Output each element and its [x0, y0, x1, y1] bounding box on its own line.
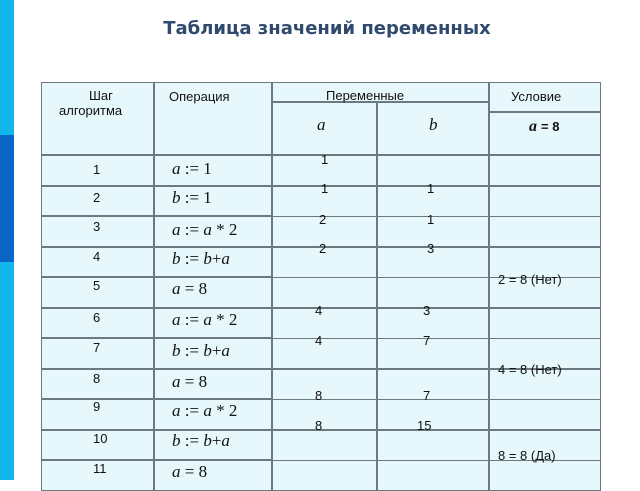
- step-number: 11: [93, 461, 107, 476]
- operation-symbol: +: [211, 249, 222, 268]
- a-value: 1: [321, 181, 329, 196]
- b-value: 1: [427, 212, 435, 227]
- operation-variable: a: [172, 159, 181, 178]
- a-value: 2: [319, 212, 327, 227]
- operation-variable: b: [203, 341, 212, 360]
- condition-result: 8 = 8 (Да): [498, 448, 556, 463]
- b-value: 1: [427, 181, 435, 196]
- header-condition-expr-rest: = 8: [541, 119, 560, 134]
- operation-variable: a: [203, 310, 212, 329]
- operation-text: [172, 220, 237, 240]
- side-bar-bottom: [0, 262, 14, 480]
- condition-cell: [489, 155, 601, 186]
- operation-variable: b: [203, 431, 212, 450]
- condition-cell: [489, 399, 601, 430]
- operation-symbol: = 8: [180, 279, 208, 298]
- operation-variable: b: [172, 341, 181, 360]
- operation-text: [172, 431, 230, 451]
- operation-variable: a: [203, 220, 212, 239]
- step-number: 6: [93, 310, 101, 325]
- a-value-cell: [272, 308, 377, 339]
- a-value-cell: [272, 399, 377, 430]
- operation-symbol: := 1: [180, 159, 212, 178]
- b-value: 7: [423, 333, 431, 348]
- operation-text: [172, 341, 230, 361]
- operation-variable: a: [172, 401, 181, 420]
- b-value-cell: [377, 277, 489, 308]
- a-value: 8: [315, 418, 323, 433]
- operation-symbol: * 2: [211, 310, 238, 329]
- b-value-cell: [377, 338, 489, 369]
- a-value-cell: [272, 277, 377, 308]
- operation-text: [172, 462, 207, 482]
- operation-symbol: := 1: [180, 188, 212, 207]
- condition-result: 4 = 8 (Нет): [498, 362, 562, 377]
- operation-text: [172, 401, 237, 421]
- operation-symbol: :=: [180, 401, 204, 420]
- operation-symbol: :=: [180, 310, 204, 329]
- a-value-cell: [272, 369, 377, 400]
- step-number: 3: [93, 219, 101, 234]
- operation-variable: a: [172, 310, 181, 329]
- a-value: 8: [315, 388, 323, 403]
- b-value: 15: [417, 418, 432, 433]
- operation-symbol: :=: [180, 249, 204, 268]
- page-title: Таблица значений переменных: [163, 18, 491, 39]
- operation-symbol: :=: [180, 220, 204, 239]
- a-value: 1: [321, 152, 329, 167]
- operation-variable: b: [203, 249, 212, 268]
- operation-variable: b: [172, 188, 181, 207]
- operation-symbol: * 2: [211, 401, 238, 420]
- side-bar-middle: [0, 135, 14, 262]
- header-condition-expr-var: a: [529, 118, 537, 135]
- header-var-a: a: [317, 115, 326, 134]
- step-number: 1: [93, 162, 101, 177]
- b-value: 7: [423, 388, 431, 403]
- a-value-cell: [272, 460, 377, 491]
- header-condition-label: Условие: [511, 89, 562, 104]
- b-value-cell: [377, 308, 489, 339]
- operation-text: [172, 159, 212, 179]
- a-value-cell: [272, 430, 377, 461]
- b-value-cell: [377, 460, 489, 491]
- operation-symbol: * 2: [211, 220, 238, 239]
- condition-cell: [489, 186, 601, 217]
- header-variables-label: Переменные: [326, 88, 405, 103]
- b-value-cell: [377, 430, 489, 461]
- a-value: 4: [315, 333, 323, 348]
- operation-variable: a: [221, 341, 230, 360]
- condition-cell: [489, 460, 601, 491]
- operation-symbol: = 8: [180, 372, 208, 391]
- operation-symbol: +: [211, 341, 222, 360]
- operation-symbol: = 8: [180, 462, 208, 481]
- operation-text: [172, 249, 230, 269]
- step-number: 2: [93, 190, 101, 205]
- operation-variable: a: [221, 249, 230, 268]
- b-value-cell: [377, 399, 489, 430]
- step-number: 5: [93, 278, 101, 293]
- step-number: 8: [93, 371, 101, 386]
- operation-symbol: +: [211, 431, 222, 450]
- a-value: 4: [315, 303, 323, 318]
- header-operation-label: Операция: [169, 89, 230, 104]
- operation-symbol: :=: [180, 431, 204, 450]
- operation-text: [172, 188, 212, 208]
- condition-cell: [489, 308, 601, 339]
- b-value-cell: [377, 369, 489, 400]
- operation-variable: a: [221, 431, 230, 450]
- operation-variable: b: [172, 431, 181, 450]
- operation-variable: a: [172, 372, 181, 391]
- b-value: 3: [423, 303, 431, 318]
- b-value: 3: [427, 241, 435, 256]
- header-var-b: b: [429, 115, 438, 134]
- operation-variable: a: [172, 220, 181, 239]
- condition-result: 2 = 8 (Нет): [498, 272, 562, 287]
- operation-variable: a: [172, 462, 181, 481]
- operation-variable: a: [172, 279, 181, 298]
- step-number: 4: [93, 249, 101, 264]
- condition-cell: [489, 216, 601, 247]
- operation-symbol: :=: [180, 341, 204, 360]
- operation-variable: b: [172, 249, 181, 268]
- operation-text: [172, 372, 207, 392]
- operation-text: [172, 279, 207, 299]
- header-step-label: алгоритма: [59, 103, 123, 118]
- a-value: 2: [319, 241, 327, 256]
- step-number: 7: [93, 340, 101, 355]
- header-step-label: Шаг: [89, 88, 113, 103]
- variables-table: [41, 82, 601, 480]
- a-value-cell: [272, 338, 377, 369]
- step-number: 9: [93, 399, 101, 414]
- operation-variable: a: [203, 401, 212, 420]
- step-number: 10: [93, 431, 108, 446]
- operation-text: [172, 310, 237, 330]
